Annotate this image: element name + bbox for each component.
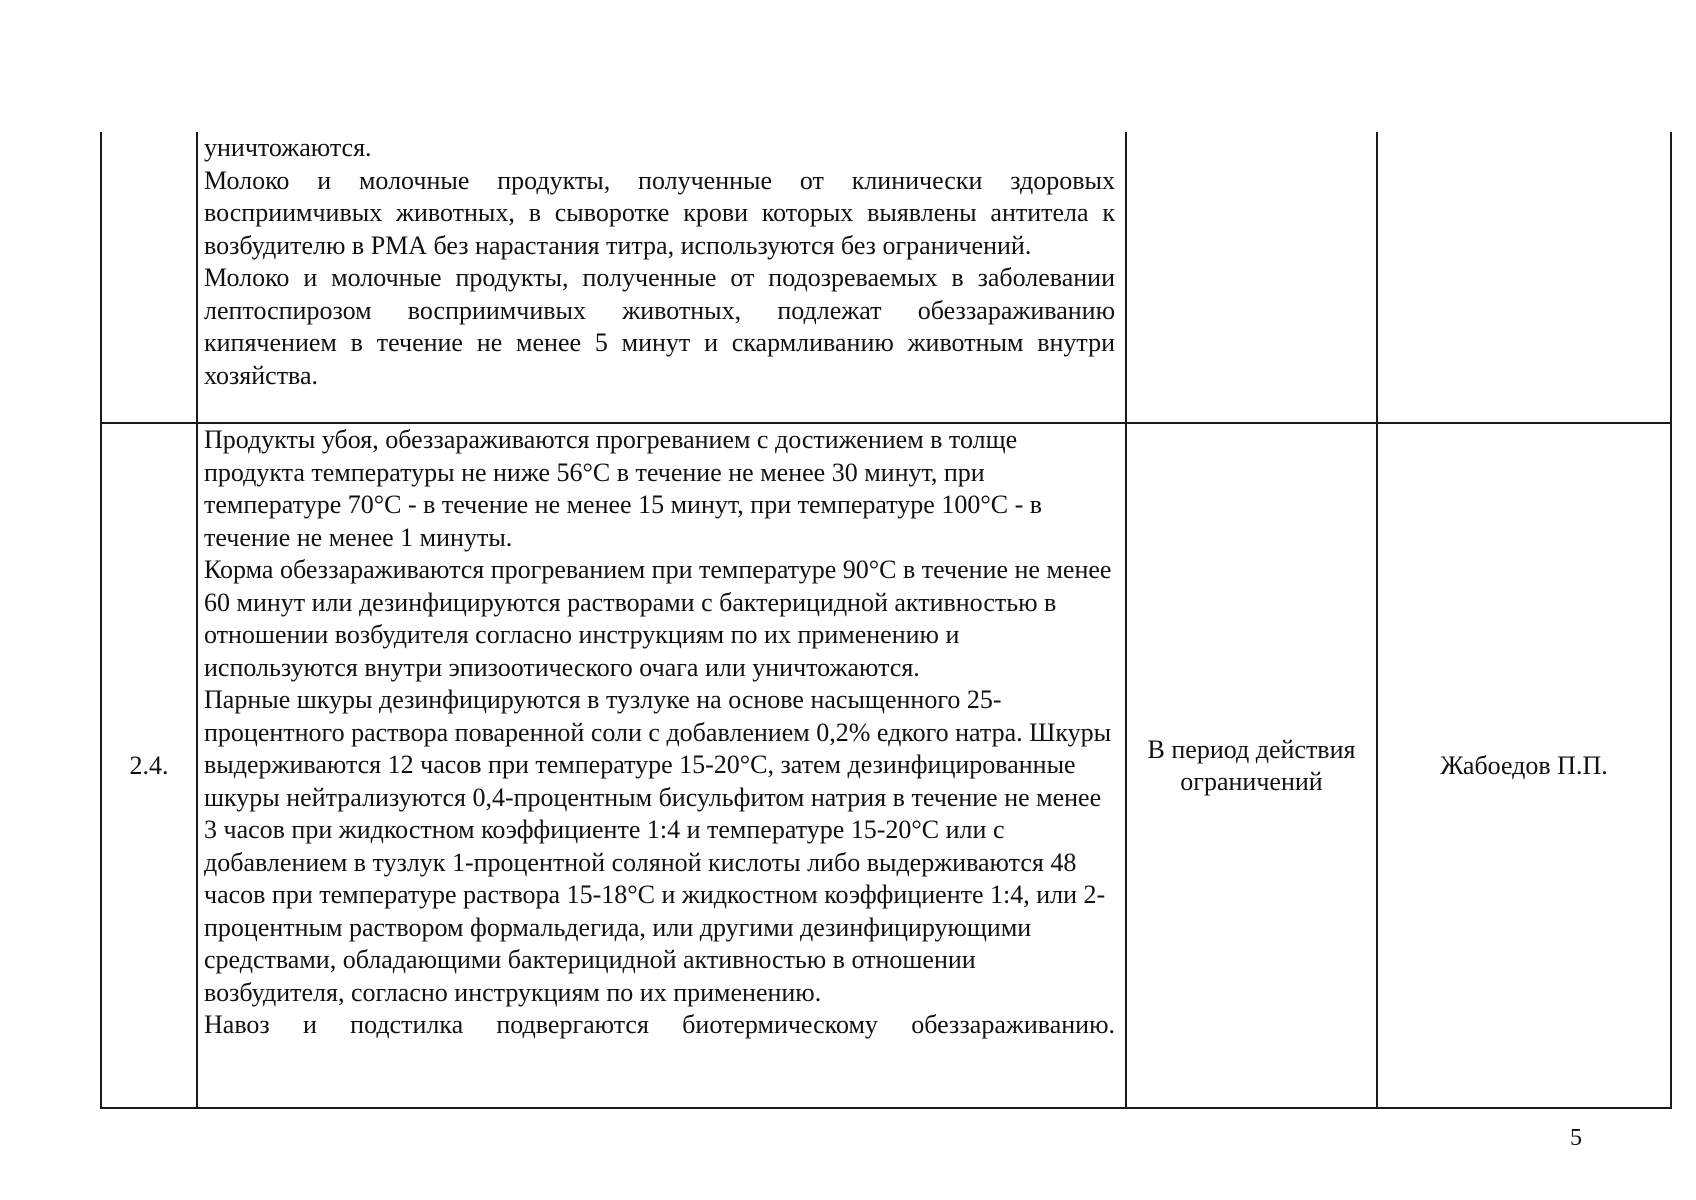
measure-text-cell: [197, 423, 1126, 1108]
measure-paragraph: Корма обеззараживаются прогреванием при температуре 90°С в течение не менее 60 минут или дезинфицируются растворами с бактерицидной активностью в отношении возбудителя согласно инструкциям по их применению и используются внутри эпизоотического очага или уничтожаются.: [204, 555, 1112, 682]
term-cell: В период действия ограничений: [1126, 423, 1377, 1108]
measure-paragraph: Молоко и молочные продукты, полученные от подозреваемых в заболевании лептоспирозом восприимчивых животных, подлежат обеззараживанию кипячением в течение не менее 5 минут и скармливанию животным внутри хозяйства.: [204, 263, 1115, 390]
table-row-continued: [101, 132, 1671, 423]
measures-table: [100, 132, 1672, 1109]
measure-paragraph: Молоко и молочные продукты, полученные от клинически здоровых восприимчивых животных, в сыворотке крови которых выявлены антитела к возбудителю в РМА без нарастания титра, используются без ограничений.: [204, 165, 1115, 260]
row-number-cell: 2.4.: [101, 423, 197, 1108]
measure-text-cell: [197, 132, 1126, 423]
responsible-cell: [1377, 132, 1671, 423]
page-number: 5: [1570, 1125, 1582, 1151]
table-row-2-4: [101, 423, 1671, 1108]
row-number-cell: [101, 132, 197, 423]
measure-paragraph: Продукты убоя, обеззараживаются прогреванием с достижением в толще продукта температуры не ниже 56°С в течение не менее 30 минут, при температуре 70°С - в течение не менее 15 минут, при температуре 100°С - в течение не менее 1 минуты.: [204, 425, 1043, 552]
measure-paragraph: Навоз и подстилка подвергаются биотермическому обеззараживанию.: [204, 1010, 1115, 1039]
responsible-cell: Жабоедов П.П.: [1377, 423, 1671, 1108]
measure-paragraph: Парные шкуры дезинфицируются в тузлуке на основе насыщенного 25-процентного раствора поваренной соли с добавлением 0,2% едкого натра. Шкуры выдерживаются 12 часов при температуре 15-20°С, затем дезинфицированные шкуры нейтрализуются 0,4-процентным бисульфитом натрия в течение не менее 3 часов при жидкостном коэффициенте 1:4 и температуре 15-20°С или с добавлением в тузлук 1-процентной соляной кислоты либо выдерживаются 48 часов при температуре раствора 15-18°С и жидкостном коэффициенте 1:4, или 2-процентным раствором формальдегида, или другими дезинфицирующими средствами, обладающими бактерицидной активностью в отношении возбудителя, согласно инструкциям по их применению.: [204, 685, 1112, 1007]
term-cell: [1126, 132, 1377, 423]
measure-paragraph: уничтожаются.: [204, 133, 372, 162]
